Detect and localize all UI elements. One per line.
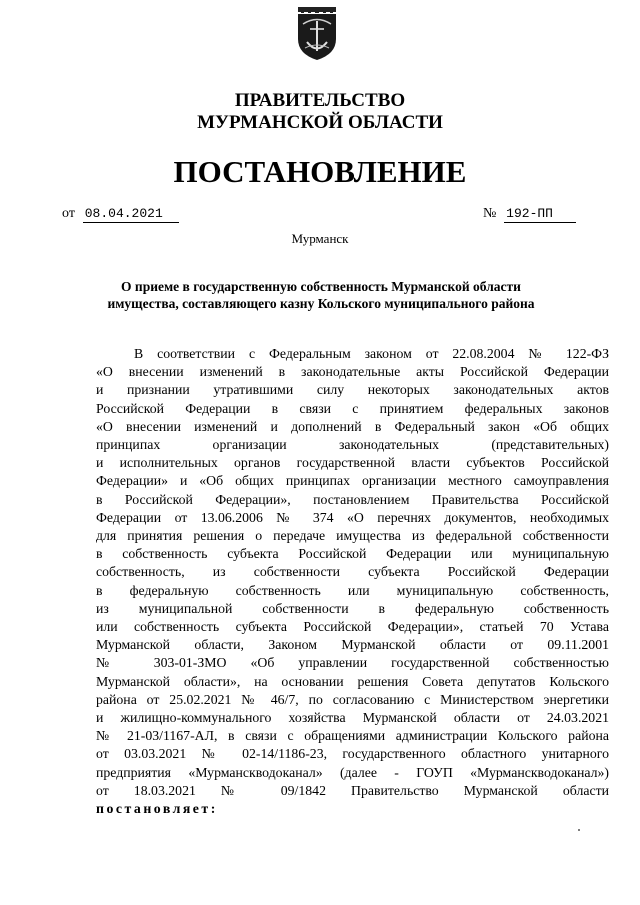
date-value: 08.04.2021 <box>83 206 179 223</box>
body-line: «О внесении изменений и дополнений в Федеральный закон «Об общих <box>96 418 609 434</box>
date-label: от <box>62 206 75 221</box>
body-line: в федеральную собственность или муниципальную собственность, <box>96 582 609 598</box>
body-line: в собственность субъекта Российской Федерации или муниципальную <box>96 546 609 562</box>
body-line: Российской Федерации в связи с принятием федеральных законов <box>96 400 609 416</box>
document-body <box>96 345 609 818</box>
body-line: Федерации» и «Об общих принципах организации местного самоуправления <box>96 473 609 489</box>
number-label: № <box>483 206 497 221</box>
subject-line: О приеме в государственную собственность Мурманской области <box>121 279 521 294</box>
body-line: Мурманской области», на основании решения Совета депутатов Кольского <box>96 673 609 689</box>
document-type-heading: ПОСТАНОВЛЕНИЕ <box>173 154 467 189</box>
body-line: от 18.03.2021 № 09/1842 Правительство Мурманской области <box>96 782 609 798</box>
subject-line: имущества, составляющего казну Кольского муниципального района <box>107 296 535 311</box>
body-line: принципах организации законодательных (представительных) <box>96 437 609 453</box>
body-line: в Российской Федерации», постановлением Правительства Российской <box>96 491 609 507</box>
body-line: из муниципальной собственности в федеральную собственность <box>96 600 609 616</box>
body-line: Мурманской области, Законом Мурманской области от 09.11.2001 <box>96 637 609 653</box>
body-line: и исполнительных органов государственной власти субъектов Российской <box>96 455 609 471</box>
government-title-line1: ПРАВИТЕЛЬСТВО <box>234 90 406 111</box>
body-line: и признании утратившими силу некоторых законодательных актов <box>96 382 609 398</box>
body-line: предприятия «Мурманскводоканал» (далее - ГОУП «Мурманскводоканал») <box>96 764 609 780</box>
body-line: Федерации от 13.06.2006 № 374 «О перечнях документов, необходимых <box>96 509 609 525</box>
body-line: от 03.03.2021 № 02-14/1186-23, государственного областного унитарного <box>96 746 609 762</box>
number-value: 192-ПП <box>504 206 576 223</box>
body-line: «О внесении изменений в законодательные акты Российской Федерации <box>96 364 609 380</box>
body-line: постановляет: <box>96 801 218 817</box>
government-title-line2: МУРМАНСКОЙ ОБЛАСТИ <box>197 112 443 133</box>
city-name: Мурманск <box>291 231 349 246</box>
body-line: и жилищно-коммунального хозяйства Мурманской области от 24.03.2021 <box>96 710 609 726</box>
body-line: для принятия решения о передаче имущества из федеральной собственности <box>96 528 609 544</box>
scan-speck <box>578 829 580 831</box>
body-line: собственность, из собственности субъекта Российской Федерации <box>96 564 609 580</box>
body-line: района от 25.02.2021 № 46/7, по согласованию с Министерством энергетики <box>96 691 609 707</box>
document-subject <box>96 278 546 312</box>
document-number <box>483 206 576 223</box>
body-line: или собственность субъекта Российской Федерации», статьей 70 Устава <box>96 619 609 635</box>
body-line: № 21-03/1167-АЛ, в связи с обращениями администрации Кольского района <box>96 728 609 744</box>
body-line: № 303-01-ЗМО «Об управлении государственной собственностью <box>96 655 609 671</box>
body-line: В соответствии с Федеральным законом от 22.08.2004 № 122-ФЗ <box>134 346 609 361</box>
coat-of-arms-icon <box>295 7 339 61</box>
document-date <box>62 206 179 223</box>
